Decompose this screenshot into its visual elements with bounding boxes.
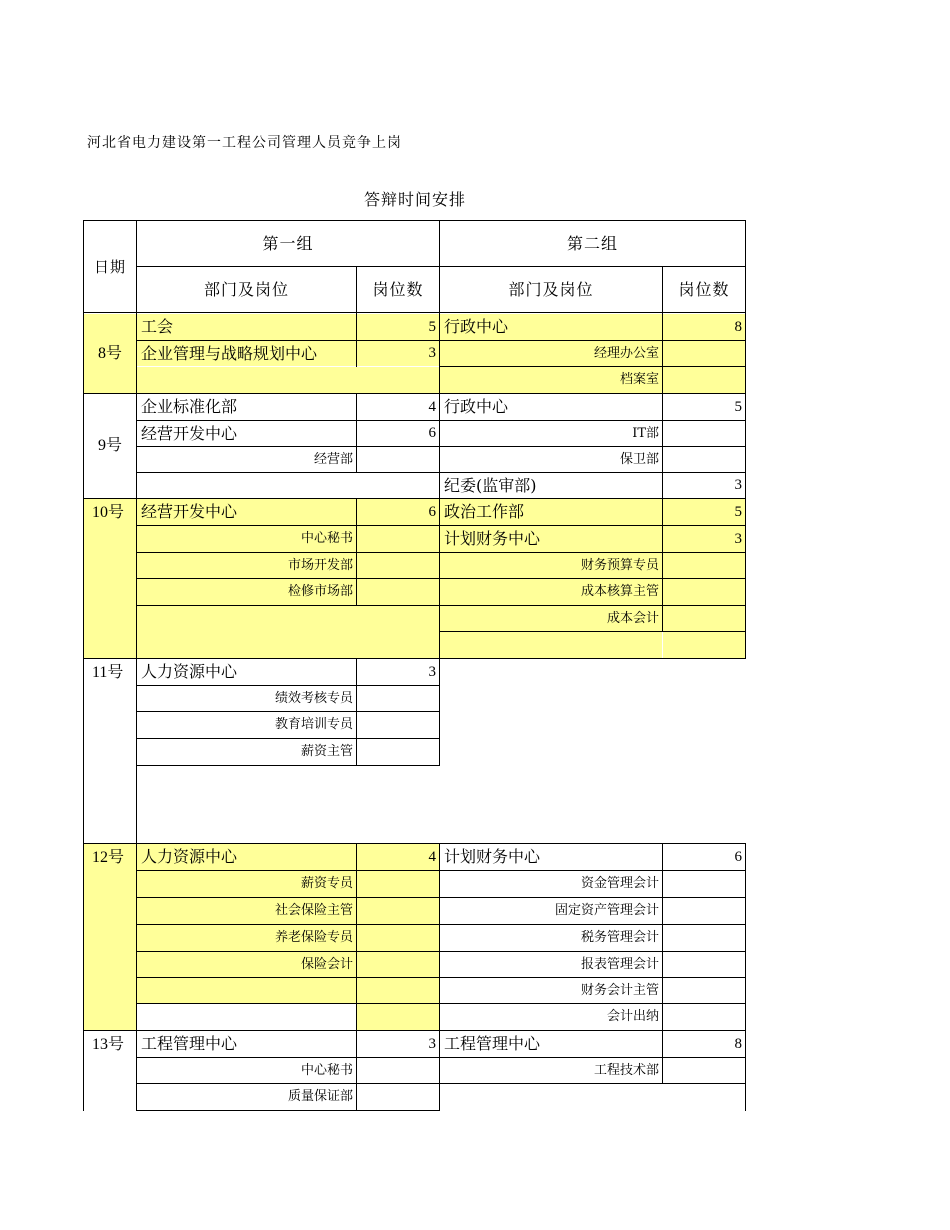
g2-position-label: 计划财务中心 — [444, 847, 541, 866]
g2-post-count — [663, 952, 745, 977]
g1-post-count — [357, 739, 439, 765]
g1-position-label: 工会 — [137, 314, 356, 340]
grid-line — [356, 1030, 357, 1111]
grid-line — [136, 685, 440, 686]
grid-line — [136, 525, 746, 526]
g2-position-label: 纪委(监审部) — [444, 476, 537, 495]
grid-line — [83, 220, 746, 221]
grid-line — [356, 498, 357, 606]
grid-line — [662, 313, 663, 394]
grid-line — [439, 843, 440, 1111]
header-g2-post-count: 岗位数 — [678, 280, 730, 299]
g2-position-label — [440, 632, 662, 658]
g2-position-label: 税务管理会计 — [580, 930, 659, 945]
page-title: 答辩时间安排 — [363, 190, 466, 209]
grid-line — [136, 1057, 746, 1058]
header-group2: 第二组 — [566, 234, 618, 253]
grid-line — [83, 312, 746, 313]
g2-position-label: 计划财务中心 — [440, 526, 662, 552]
grid-line — [356, 393, 357, 473]
grid-line — [136, 870, 746, 871]
g2-post-count — [663, 978, 745, 1003]
g1-position-label: 企业标准化部 — [141, 397, 238, 416]
g1-post-count: 3 — [357, 341, 439, 366]
g1-position-label — [137, 978, 356, 1003]
g2-post-count — [663, 925, 745, 951]
g1-post-count: 4 — [428, 399, 436, 415]
header-date: 日期 — [93, 258, 126, 276]
grid-line — [356, 843, 357, 1031]
g1-post-count — [357, 952, 439, 977]
grid-line — [136, 711, 440, 712]
g2-post-count — [663, 606, 745, 631]
grid-line — [356, 266, 357, 367]
g1-position-label: 工程管理中心 — [141, 1034, 238, 1053]
grid-line — [83, 393, 746, 394]
g2-position-label: 行政中心 — [440, 314, 662, 340]
g2-position-label: 会计出纳 — [606, 1009, 659, 1024]
g1-position-label: 绩效考核专员 — [274, 691, 353, 706]
g2-post-count: 5 — [734, 399, 742, 415]
g1-post-count: 6 — [428, 425, 436, 441]
g1-blank-fill — [137, 606, 439, 658]
header-g1-dept-position: 部门及岗位 — [203, 280, 289, 299]
g1-position-label: 人力资源中心 — [137, 844, 356, 870]
g1-post-count — [357, 526, 439, 552]
g1-post-count — [357, 925, 439, 951]
g2-post-count — [663, 367, 745, 393]
g2-post-count — [663, 1084, 745, 1110]
g2-position-label: IT部 — [632, 426, 659, 441]
g2-post-count: 8 — [663, 314, 745, 340]
g1-position-label: 市场开发部 — [137, 553, 356, 578]
g1-position-label: 检修市场部 — [137, 579, 356, 605]
grid-line — [83, 220, 84, 1111]
grid-line — [662, 266, 663, 313]
grid-line — [745, 220, 746, 659]
g2-position-label: 固定资产管理会计 — [554, 903, 659, 918]
g1-blank-fill — [137, 473, 439, 498]
g1-post-count — [357, 898, 439, 924]
g1-post-count — [357, 553, 439, 578]
g2-position-label: 财务会计主管 — [580, 983, 659, 998]
g1-position-label: 企业管理与战略规划中心 — [137, 341, 356, 366]
g2-post-count: 3 — [734, 477, 742, 493]
g2-post-count: 6 — [734, 849, 742, 865]
g1-post-count — [357, 579, 439, 605]
header-g2-dept-position: 部门及岗位 — [508, 280, 594, 299]
g2-post-count — [663, 1058, 745, 1083]
g1-post-count: 3 — [428, 664, 436, 680]
g1-position-label: 养老保险专员 — [137, 925, 356, 951]
grid-line — [136, 578, 746, 579]
grid-line — [136, 340, 746, 341]
g2-position-label — [440, 1084, 662, 1110]
g2-position-label: 成本会计 — [440, 606, 662, 631]
grid-line — [136, 420, 746, 421]
grid-line — [83, 843, 746, 844]
grid-line — [136, 1003, 746, 1004]
grid-line — [662, 498, 663, 632]
g1-post-count — [357, 1004, 439, 1030]
date-cell: 13号 — [92, 1036, 125, 1053]
g2-position-label: 政治工作部 — [440, 499, 662, 525]
g1-position-label: 经营开发中心 — [141, 424, 238, 443]
grid-line — [136, 1110, 440, 1111]
g2-post-count — [663, 898, 745, 924]
grid-line — [136, 897, 746, 898]
g2-position-label: 档案室 — [440, 367, 662, 393]
g2-post-count — [663, 447, 745, 472]
g2-post-count: 8 — [734, 1036, 742, 1052]
grid-line — [136, 765, 440, 766]
g1-post-count: 4 — [357, 844, 439, 870]
header-group1: 第一组 — [262, 234, 314, 253]
g2-position-label: 保卫部 — [619, 452, 659, 467]
date-cell: 9号 — [98, 437, 123, 454]
grid-line — [136, 1083, 746, 1084]
g2-post-count — [663, 632, 745, 658]
g1-position-label: 经营开发中心 — [137, 499, 356, 525]
date-cell: 12号 — [84, 844, 136, 1030]
g2-position-label: 成本核算主管 — [440, 579, 662, 605]
grid-line — [136, 472, 746, 473]
g2-post-count — [663, 871, 745, 897]
g2-post-count — [663, 1004, 745, 1030]
grid-line — [439, 658, 440, 766]
grid-line — [136, 951, 746, 952]
grid-line — [356, 658, 357, 766]
g1-position-label: 人力资源中心 — [141, 662, 238, 681]
grid-line — [439, 366, 746, 367]
g2-position-label: 工程管理中心 — [444, 1034, 541, 1053]
g1-post-count — [357, 712, 439, 738]
header-g1-post-count: 岗位数 — [372, 280, 424, 299]
g1-position-label: 保险会计 — [137, 952, 356, 977]
g2-position-label: 工程技术部 — [593, 1063, 659, 1078]
grid-line — [662, 843, 663, 1084]
g1-post-count: 6 — [357, 499, 439, 525]
g2-position-label: 经理办公室 — [440, 341, 662, 366]
grid-line — [136, 977, 746, 978]
grid-line — [745, 843, 746, 1111]
g2-post-count: 3 — [663, 526, 745, 552]
grid-line — [136, 552, 746, 553]
g1-position-label: 中心秘书 — [137, 526, 356, 552]
grid-line — [136, 446, 746, 447]
g1-post-count — [357, 978, 439, 1003]
g1-position-label: 薪资专员 — [137, 871, 356, 897]
g2-position-label: 报表管理会计 — [580, 957, 659, 972]
grid-line — [439, 393, 440, 499]
g1-position-label: 薪资主管 — [300, 744, 353, 759]
g1-position-label: 教育培训专员 — [274, 717, 353, 732]
grid-line — [662, 393, 663, 499]
g1-position-label: 质量保证部 — [287, 1089, 353, 1104]
g2-post-count — [663, 421, 745, 446]
g2-post-count — [663, 553, 745, 578]
g1-position-label — [137, 1004, 356, 1030]
date-cell: 11号 — [92, 664, 124, 681]
g2-post-count — [663, 341, 745, 366]
g1-post-count — [357, 1058, 439, 1083]
g1-post-count — [357, 686, 439, 711]
g1-post-count: 3 — [428, 1036, 436, 1052]
g2-post-count: 5 — [663, 499, 745, 525]
grid-line — [83, 1030, 746, 1031]
grid-line — [136, 266, 746, 267]
grid-line — [136, 605, 746, 606]
g1-post-count — [357, 871, 439, 897]
g2-position-label: 资金管理会计 — [580, 876, 659, 891]
g1-post-count: 5 — [357, 314, 439, 340]
g1-post-count — [357, 447, 439, 472]
date-cell: 8号 — [84, 314, 136, 393]
g1-post-count — [357, 1084, 439, 1110]
g2-position-label: 财务预算专员 — [440, 553, 662, 578]
date-cell: 10号 — [84, 499, 136, 658]
pre-title: 河北省电力建设第一工程公司管理人员竞争上岗 — [87, 135, 402, 151]
g1-position-label: 社会保险主管 — [137, 898, 356, 924]
grid-line — [136, 924, 746, 925]
g1-blank-fill — [137, 367, 439, 393]
g1-position-label: 中心秘书 — [300, 1063, 353, 1078]
grid-line — [83, 498, 746, 499]
grid-line — [439, 631, 746, 632]
grid-line — [136, 738, 440, 739]
g1-position-label: 经营部 — [313, 452, 353, 467]
g2-position-label: 行政中心 — [444, 397, 509, 416]
g2-post-count — [663, 579, 745, 605]
grid-line — [83, 658, 746, 659]
